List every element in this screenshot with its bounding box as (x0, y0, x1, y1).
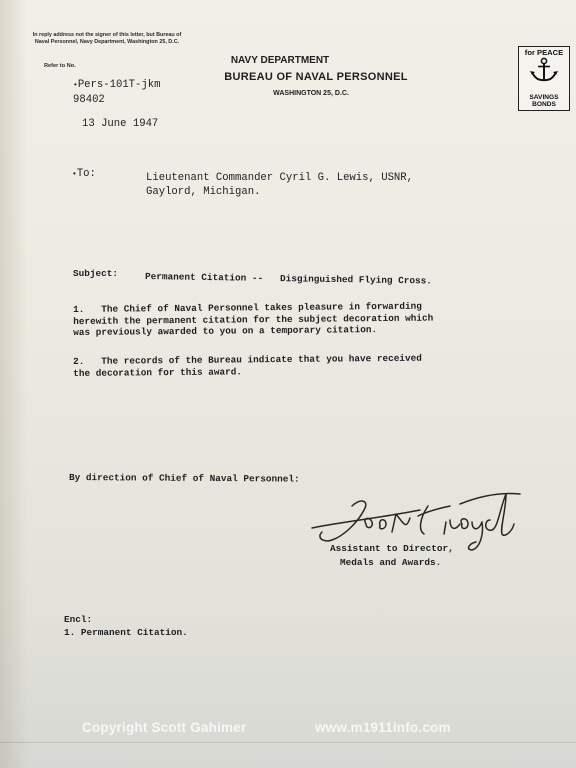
subject-label: Subject: (73, 268, 119, 279)
reply-instruction-note (32, 32, 182, 45)
enclosure-label: Encl: (64, 614, 93, 625)
bonds-bottom-text (519, 94, 569, 108)
reply-instruction-text: In reply address not the signer of this letter, but Bureau of Naval Personnel, Navy Department, Washington 25, D.C. (32, 32, 182, 45)
paragraph-1-line-1: 1. The Chief of Naval Personnel takes pleasure in forwarding (73, 300, 422, 315)
bureau-heading: BUREAU OF NAVAL PERSONNEL (224, 71, 408, 83)
department-heading: NAVY DEPARTMENT (230, 55, 330, 66)
signer-title-line-1: Assistant to Director, (330, 543, 454, 554)
reference-number: 98402 (73, 94, 105, 106)
watermark-copyright: Copyright Scott Gahimer (82, 720, 247, 735)
signer-title-line-2: Medals and Awards. (340, 557, 442, 568)
paragraph-1 (73, 301, 433, 339)
to-label-text: To: (76, 168, 96, 180)
subject-text: Permanent Citation -- Disginguished Flying Cross. (144, 271, 432, 287)
anchor-icon (524, 57, 564, 83)
to-bullet: • (72, 170, 77, 179)
reference-code-text: Pers-101T-jkm (77, 79, 161, 91)
savings-bonds-stamp (518, 46, 570, 111)
bullet-mark: • (73, 81, 78, 90)
by-direction-line: By direction of Chief of Naval Personnel: (68, 472, 300, 485)
paragraph-2-line-2: the decoration for this award. (73, 365, 242, 379)
enclosure-item: 1. Permanent Citation. (64, 627, 188, 638)
paper-crease (0, 742, 576, 743)
letter-date: 13 June 1947 (82, 118, 159, 130)
to-label (72, 168, 96, 180)
addressee-line-1: Lieutenant Commander Cyril G. Lewis, USNR, (146, 172, 414, 184)
bonds-bottom-line-2: BONDS (532, 101, 556, 108)
addressee-line-2: Gaylord, Michigan. (146, 186, 261, 198)
bonds-top-text: for PEACE (524, 48, 564, 57)
paragraph-2-line-1: 2. The records of the Bureau indicate that you have received (73, 352, 422, 367)
refer-to-label: Refer to No. (44, 63, 76, 69)
watermark-website: www.m1911info.com (315, 720, 451, 735)
paragraph-1-line-2: herewith the permanent citation for the subject decoration which (73, 312, 434, 327)
paragraph-2 (73, 353, 422, 379)
city-heading: WASHINGTON 25, D.C. (273, 90, 349, 97)
reference-code (73, 79, 160, 91)
paragraph-1-line-3: was previously awarded to you on a temporary citation. (73, 324, 378, 338)
bonds-bottom-line-1: SAVINGS (529, 94, 559, 101)
